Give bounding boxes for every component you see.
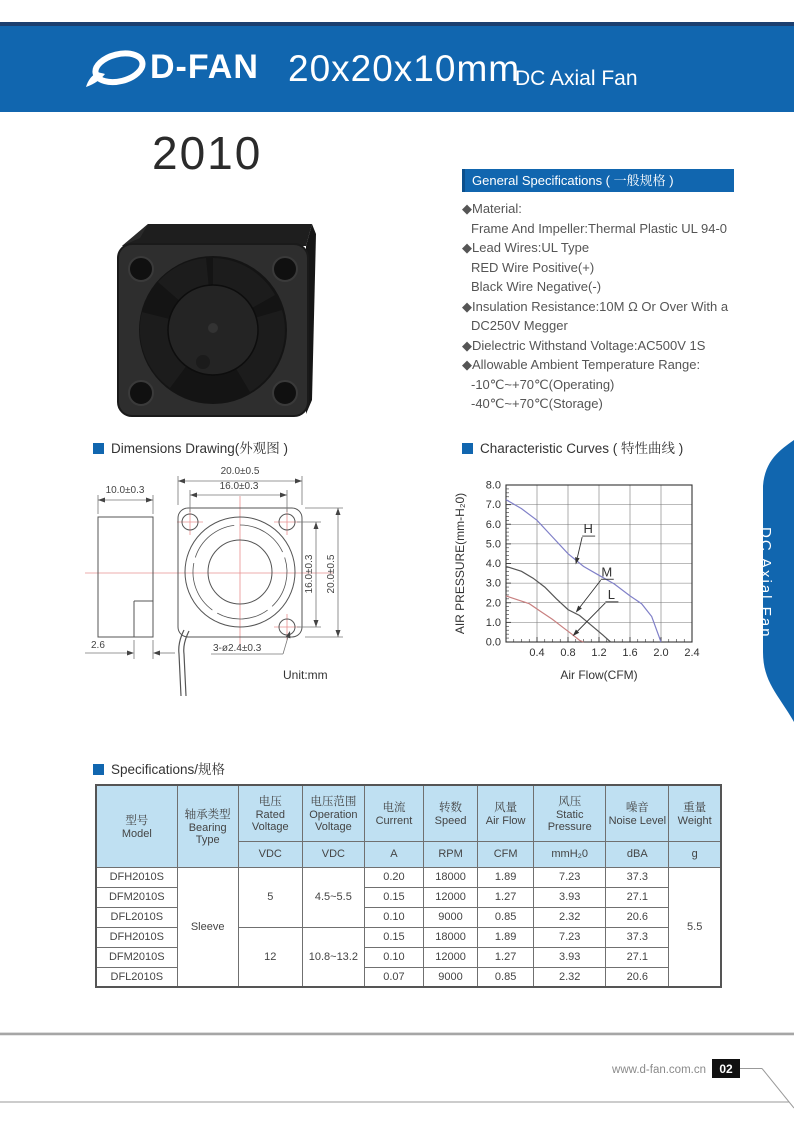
section-specifications-label: Specifications/规格 [111,762,226,777]
model-cell: DFH2010S [96,867,177,887]
model-cell: DFM2010S [96,887,177,907]
header-bar [0,26,794,112]
general-specs-list [462,199,762,414]
svg-text:0.0: 0.0 [485,636,501,649]
section-dimensions-label: Dimensions Drawing(外观图 ) [111,441,289,456]
pressure-cell: 2.32 [534,907,606,927]
model-cell: DFH2010S [96,927,177,947]
unit-cell: RPM [424,841,478,867]
spec-line: Frame And Impeller:Thermal Plastic UL 94-0 [471,220,728,236]
weight-cell: 5.5 [669,867,721,987]
svg-text:5.0: 5.0 [485,538,501,551]
speed-cell: 9000 [424,967,478,987]
section-bullet-icon [93,764,104,775]
airflow-cell: 1.27 [478,887,534,907]
section-bullet-icon [462,443,473,454]
speed-cell: 18000 [424,867,478,887]
specifications-table [95,784,722,988]
rated-voltage-cell: 5 [238,867,302,927]
spec-line: ◆Lead Wires:UL Type [462,240,590,255]
dim-bottom: 2.6 [91,640,105,651]
section-curves [462,437,683,457]
svg-text:AIR PRESSURE(mm-H₂0): AIR PRESSURE(mm-H₂0) [453,492,467,635]
svg-text:2.0: 2.0 [485,597,501,610]
noise-cell: 27.1 [606,947,669,967]
footer [0,1030,794,1123]
drawing-unit-label: Unit:mm [283,668,328,682]
svg-text:1.2: 1.2 [591,647,607,659]
speed-cell: 12000 [424,947,478,967]
current-cell: 0.15 [364,927,423,947]
spec-line: -40℃~+70℃(Storage) [471,396,603,411]
col-header-operation-voltage: 电压范围 Operation Voltage [302,785,364,841]
table-header-row [96,785,721,841]
col-header-pressure: 风压 Static Pressure [534,785,606,841]
airflow-cell: 1.89 [478,867,534,887]
pressure-cell: 2.32 [534,967,606,987]
model-number: 2010 [152,127,263,179]
unit-cell: A [364,841,423,867]
dim-holes-callout: 3-ø2.4±0.3 [213,643,262,654]
col-header-weight: 重量 Weight [669,785,721,841]
unit-cell: dBA [606,841,669,867]
spec-line: DC250V Megger [471,318,568,333]
side-tab-label: DC Axial Fan [757,527,774,639]
section-specifications [93,758,225,778]
svg-text:2.0: 2.0 [653,647,669,659]
page-subtitle: DC Axial Fan [515,67,638,90]
spec-line: -10℃~+70℃(Operating) [471,376,615,392]
characteristic-curves-chart [452,456,744,702]
col-header-bearing: 轴承类型 Bearing Type [177,785,238,867]
dim-right-outer: 20.0±0.5 [326,554,337,594]
current-cell: 0.07 [364,967,423,987]
page-number: 02 [719,1062,733,1076]
spec-line: RED Wire Positive(+) [471,259,595,275]
col-header-model: 型号 Model [96,785,177,867]
airflow-cell: 1.89 [478,927,534,947]
airflow-cell: 0.85 [478,967,534,987]
svg-text:4.0: 4.0 [485,558,501,570]
unit-cell: VDC [302,841,364,867]
unit-cell: mmH₂0 [534,841,606,867]
noise-cell: 27.1 [606,887,669,907]
svg-text:0.4: 0.4 [529,647,545,659]
dim-side-width: 10.0±0.3 [105,485,145,496]
dim-top-outer: 20.0±0.5 [220,466,260,477]
pressure-cell: 3.93 [534,947,606,967]
svg-text:0.8: 0.8 [560,647,576,659]
noise-cell: 20.6 [606,907,669,927]
footer-website: www.d-fan.com.cn [612,1064,706,1076]
col-header-rated-voltage: 电压 Rated Voltage [238,785,302,841]
svg-text:1.0: 1.0 [485,616,501,629]
dim-right-inner: 16.0±0.3 [304,554,315,594]
rated-voltage-cell: 12 [238,927,302,987]
svg-text:2.4: 2.4 [684,647,700,659]
pressure-cell: 7.23 [534,927,606,947]
spec-line: Black Wire Negative(-) [471,279,602,294]
svg-text:H: H [583,521,593,537]
section-curves-label: Characteristic Curves ( 特性曲线 ) [480,441,684,456]
col-header-current: 电流 Current [364,785,423,841]
bearing-cell: Sleeve [177,867,238,987]
general-specs-title: General Specifications ( 一般规格 ) [472,173,674,188]
spec-line: ◆Allowable Ambient Temperature Range: [462,357,701,372]
dimensions-drawing [85,460,385,705]
model-cell: DFM2010S [96,947,177,967]
svg-text:3.0: 3.0 [485,577,501,590]
noise-cell: 20.6 [606,967,669,987]
section-dimensions [93,437,288,457]
table-row [96,867,721,887]
spec-line: ◆Insulation Resistance:10M Ω Or Over With a [462,298,729,314]
unit-cell: VDC [238,841,302,867]
unit-cell: CFM [478,841,534,867]
product-photo-fan [110,200,322,426]
current-cell: 0.10 [364,907,423,927]
current-cell: 0.15 [364,887,423,907]
speed-cell: 9000 [424,907,478,927]
svg-text:1.6: 1.6 [622,647,638,659]
airflow-cell: 0.85 [478,907,534,927]
svg-text:8.0: 8.0 [485,479,501,492]
svg-text:L: L [607,586,616,602]
operation-voltage-cell: 10.8~13.2 [302,927,364,987]
general-specs-header [462,169,734,192]
operation-voltage-cell: 4.5~5.5 [302,867,364,927]
svg-text:M: M [601,564,613,580]
brand-logo-swoosh-icon [86,42,148,94]
svg-text:Air Flow(CFM): Air Flow(CFM) [560,668,638,682]
speed-cell: 18000 [424,927,478,947]
svg-text:7.0: 7.0 [485,499,501,512]
pressure-cell: 7.23 [534,867,606,887]
spec-line: ◆Material: [462,201,522,216]
current-cell: 0.10 [364,947,423,967]
brand-name: D-FAN [150,48,259,86]
model-cell: DFL2010S [96,907,177,927]
airflow-cell: 1.27 [478,947,534,967]
noise-cell: 37.3 [606,867,669,887]
spec-line: ◆Dielectric Withstand Voltage:AC500V 1S [462,337,706,353]
svg-text:6.0: 6.0 [485,518,501,531]
col-header-noise: 噪音 Noise Level [606,785,669,841]
col-header-speed: 转数 Speed [424,785,478,841]
page-title-size: 20x20x10mm [288,48,521,89]
col-header-airflow: 风量 Air Flow [478,785,534,841]
speed-cell: 12000 [424,887,478,907]
dim-top-inner: 16.0±0.3 [219,481,259,492]
unit-cell: g [669,841,721,867]
model-cell: DFL2010S [96,967,177,987]
current-cell: 0.20 [364,867,423,887]
section-bullet-icon [93,443,104,454]
pressure-cell: 3.93 [534,887,606,907]
noise-cell: 37.3 [606,927,669,947]
